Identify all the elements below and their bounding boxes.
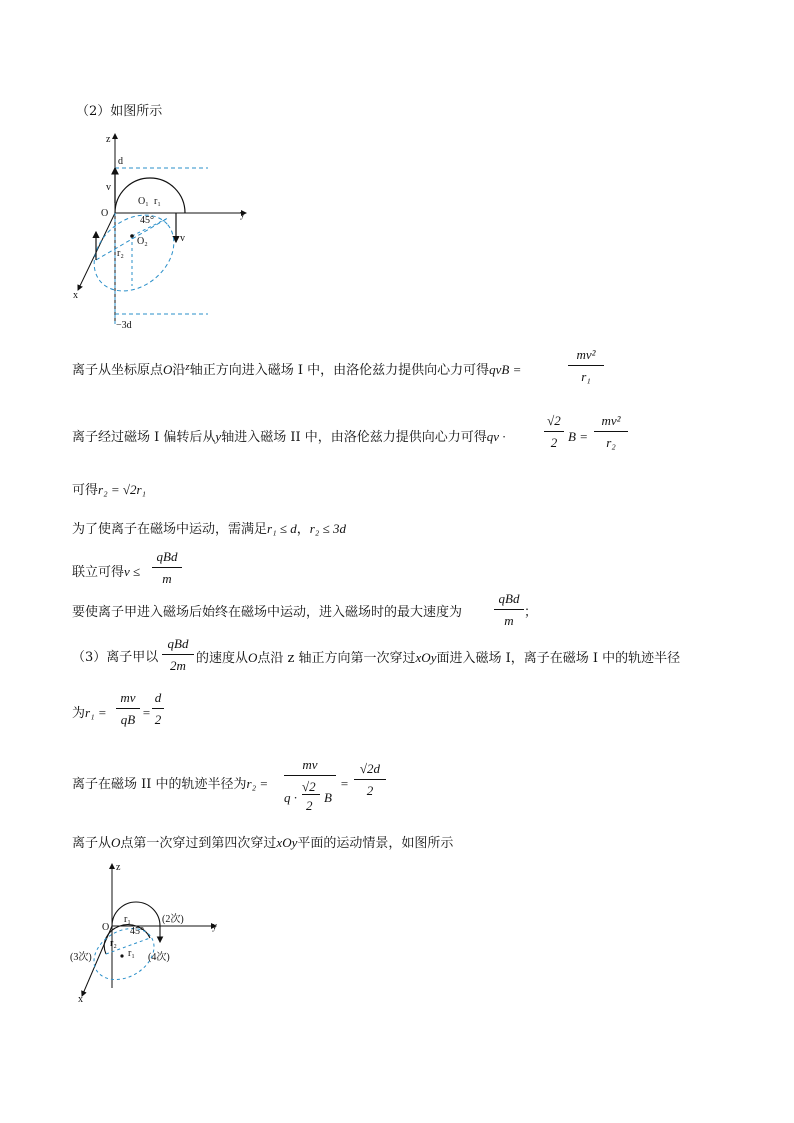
orbit-field-1-b bbox=[112, 902, 160, 926]
line-6-end: ； bbox=[524, 605, 538, 620]
center-dot-2 bbox=[120, 954, 123, 957]
line-3: 可得r₂ = √2r₁ bbox=[72, 482, 147, 498]
center-O2-dot bbox=[130, 234, 134, 238]
line-8-fraction-1: mv qB bbox=[116, 690, 140, 730]
line-2-mid: B = bbox=[568, 429, 588, 444]
line-1-fraction: mv² r₁ bbox=[568, 347, 604, 387]
label-45deg: 45° bbox=[140, 215, 154, 226]
line-8: 为r₁ = bbox=[72, 705, 107, 721]
line-9-fraction-1: mv q · √2 2 B bbox=[284, 757, 336, 817]
line-7-fraction: qBd 2m bbox=[162, 636, 194, 676]
label-minus3d: −3d bbox=[116, 320, 132, 331]
label-v-down: v bbox=[180, 233, 185, 244]
label-45deg-2: 45° bbox=[130, 926, 144, 937]
line-6-fraction: qBd m bbox=[494, 591, 524, 631]
label-4th-crossing: (4次) bbox=[148, 952, 170, 963]
orbit-field-1 bbox=[115, 178, 185, 213]
label-O: O bbox=[101, 208, 109, 219]
label-v-up: v bbox=[106, 182, 111, 193]
label-x: x bbox=[73, 290, 78, 301]
section-2-heading: （2）如图所示 bbox=[76, 104, 163, 119]
line-5: 联立可得v ≤ bbox=[72, 564, 141, 580]
label-O1: O₁ bbox=[138, 196, 149, 207]
label-2nd-crossing: (2次) bbox=[162, 914, 184, 925]
line-8-eq: = bbox=[142, 705, 151, 720]
label-r1-2: r₁ bbox=[124, 914, 131, 925]
label-z: z bbox=[106, 134, 111, 145]
line-2: 离子经过磁场 I 偏转后从y轴进入磁场 II 中，由洛伦兹力提供向心力可得qv · bbox=[72, 429, 506, 445]
line-2-fraction-sqrt2: √2 2 bbox=[544, 413, 564, 453]
label-x-2: x bbox=[78, 994, 83, 1005]
line-7-a: （3）离子甲以 bbox=[72, 650, 159, 665]
line-1: 离子从坐标原点O沿$^z$轴正方向进入磁场 I 中，由洛伦兹力提供向心力可得qvB = bbox=[72, 361, 522, 378]
line-9-eq: = bbox=[340, 776, 349, 791]
line-7-b: 的速度从O点沿 z 轴正方向第一次穿过xOy面进入磁场 I，离子在磁场 I 中的轨迹半径 bbox=[196, 650, 681, 666]
figure-2-trajectory-diagram bbox=[68, 858, 228, 1008]
line-8-fraction-2: d 2 bbox=[152, 690, 164, 730]
figure-1-trajectory-diagram bbox=[68, 128, 268, 338]
label-r2-2: r₂ bbox=[110, 938, 117, 949]
label-3rd-crossing: (3次) bbox=[70, 952, 92, 963]
label-d: d bbox=[118, 156, 123, 167]
line-4: 为了使离子在磁场中运动，需满足r₁ ≤ d，r₂ ≤ 3d bbox=[72, 521, 346, 537]
line-6: 要使离子甲进入磁场后始终在磁场中运动，进入磁场时的最大速度为 bbox=[72, 605, 463, 620]
label-r1b-2: r₁ bbox=[128, 948, 135, 959]
label-r1: r₁ bbox=[154, 196, 161, 207]
label-r2: r₂ bbox=[117, 248, 124, 259]
label-O2: O₂ bbox=[137, 236, 148, 247]
label-O-2: O bbox=[102, 922, 110, 933]
line-9-fraction-2: √2d 2 bbox=[354, 761, 386, 801]
line-5-fraction: qBd m bbox=[152, 549, 182, 589]
label-z-2: z bbox=[116, 862, 121, 873]
line-9: 离子在磁场 II 中的轨迹半径为r₂ = bbox=[72, 776, 269, 792]
line-10: 离子从O点第一次穿过到第四次穿过xOy平面的运动情景，如图所示 bbox=[72, 835, 454, 851]
line-2-fraction: mv² r₂ bbox=[594, 413, 628, 453]
label-y: y bbox=[240, 209, 245, 220]
label-y-2: y bbox=[212, 921, 217, 932]
